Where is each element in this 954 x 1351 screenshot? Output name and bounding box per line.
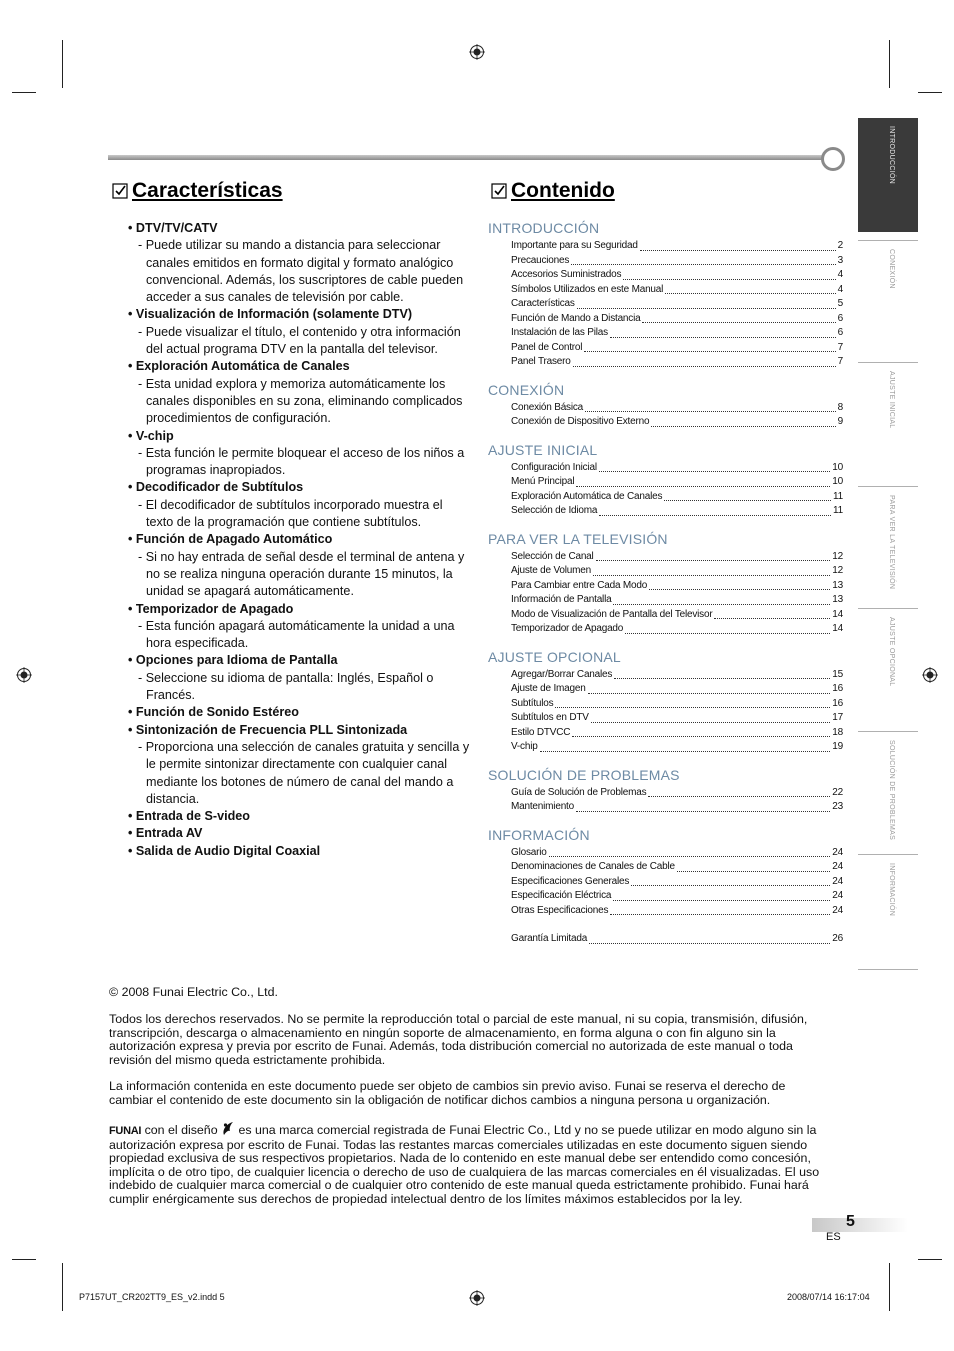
toc-entry[interactable]: Instalación de las Pilas 6 bbox=[511, 327, 843, 338]
toc-entry[interactable]: Configuración Inicial 10 bbox=[511, 461, 843, 473]
toc-entry[interactable]: Precauciones 3 bbox=[511, 254, 843, 266]
toc-entry[interactable]: Ajuste de Volumen 12 bbox=[511, 565, 843, 576]
list-item: • Decodificador de Subtítulos - El decodificador de subtítulos incorporado muestra el texto de la programación que contiene subtítulos. bbox=[128, 480, 443, 530]
language-code: ES bbox=[826, 1231, 841, 1243]
page-number: 5 bbox=[846, 1213, 855, 1230]
toc-entry[interactable]: Estilo DTVCC 18 bbox=[511, 726, 843, 738]
toc-group-title: AJUSTE INICIAL bbox=[488, 441, 598, 458]
toc-entry[interactable]: Accesorios Suministrados 4 bbox=[511, 269, 843, 280]
crop-mark bbox=[62, 1263, 63, 1311]
list-item: • Opciones para Idioma de Pantalla - Seleccione su idioma de pantalla: Inglés, Español o Francés. bbox=[128, 653, 434, 703]
header-rule bbox=[108, 155, 824, 160]
toc-entry[interactable]: Función de Mando a Distancia 6 bbox=[511, 312, 843, 324]
toc-entry[interactable]: Denominaciones de Canales de Cable 24 bbox=[511, 861, 843, 872]
footer-filename: P7157UT_CR202TT9_ES_v2.indd 5 bbox=[79, 1292, 225, 1302]
header-rule-circle bbox=[821, 147, 845, 171]
funai-design-icon bbox=[221, 1121, 235, 1137]
toc-entry[interactable]: Subtítulos 16 bbox=[511, 697, 843, 709]
list-item: • Sintonización de Frecuencia PLL Sintonizada - Proporciona una selección de canales gratuita y sencilla y le permite sintonizar directamente con cualquier canal mediante los botones de número de canal del mando a distancia. bbox=[128, 722, 470, 806]
list-item: • V-chip - Esta función le permite bloquear el acceso de los niños a programas inapropiados. bbox=[128, 428, 465, 478]
registration-mark-icon bbox=[469, 1290, 485, 1306]
checkbox-icon bbox=[491, 183, 507, 199]
toc-entry[interactable]: Menú Principal 10 bbox=[511, 476, 843, 487]
changes-paragraph: La información contenida en este documento puede ser objeto de cambios sin previo aviso. Funai se reserva el derecho de cambiar el contenido de este documento sin la obligación de notificar dichos cambios a ninguna persona u organización. bbox=[109, 1079, 786, 1107]
toc-entry[interactable]: Temporizador de Apagado 14 bbox=[511, 623, 843, 634]
toc-entry[interactable]: Mantenimiento 23 bbox=[511, 801, 843, 812]
toc-entry[interactable]: Importante para su Seguridad 2 bbox=[511, 240, 843, 251]
tab-conexion[interactable]: CONEXIÓN bbox=[858, 240, 918, 355]
list-item: • Entrada de S-video bbox=[128, 809, 250, 824]
toc-entry[interactable]: Características 5 bbox=[511, 298, 843, 309]
toc-entry[interactable]: Conexión Básica 8 bbox=[511, 401, 843, 413]
toc-group-title: CONEXIÓN bbox=[488, 381, 565, 398]
toc-entry[interactable]: Especificación Eléctrica 24 bbox=[511, 890, 843, 901]
trademark-paragraph bbox=[109, 1121, 829, 1207]
list-item: • Visualización de Información (solamente DTV) - Puede visualizar el título, el contenido y otra información del actual programa DTV en la pantalla del televisor. bbox=[128, 307, 461, 357]
tab-introduccion[interactable]: INTRODUCCIÓN bbox=[858, 118, 918, 232]
features-list bbox=[128, 220, 473, 860]
page-number-bar bbox=[812, 1218, 908, 1232]
toc-entry[interactable]: Agregar/Borrar Canales 15 bbox=[511, 668, 843, 680]
toc-entry[interactable]: Selección de Idioma 11 bbox=[511, 505, 843, 516]
crop-mark bbox=[889, 1263, 890, 1311]
funai-logo: FUNAI bbox=[109, 1125, 142, 1137]
toc-entry[interactable]: Ajuste de Imagen 16 bbox=[511, 683, 843, 694]
toc-entry[interactable]: Guía de Solución de Problemas 22 bbox=[511, 786, 843, 798]
tab-ajuste-inicial[interactable]: AJUSTE INICIAL bbox=[858, 362, 918, 477]
registration-mark-icon bbox=[16, 667, 32, 683]
footer-timestamp: 2008/07/14 16:17:04 bbox=[787, 1292, 870, 1302]
contents-title: Contenido bbox=[511, 179, 615, 202]
toc-entry[interactable]: Modo de Visualización de Pantalla del Televisor 14 bbox=[511, 608, 843, 620]
list-item: • Exploración Automática de Canales - Esta unidad explora y memoriza automáticamente los canales disponibles en su zona, eliminando complicados procedimientos de configuración. bbox=[128, 359, 463, 426]
list-item: • Entrada AV bbox=[128, 826, 203, 841]
crop-mark bbox=[889, 40, 890, 88]
toc-entry[interactable]: Para Cambiar entre Cada Modo 13 bbox=[511, 579, 843, 591]
toc-entry[interactable]: V-chip 19 bbox=[511, 741, 843, 752]
crop-mark bbox=[12, 92, 36, 93]
crop-mark bbox=[62, 40, 63, 88]
trademark-text-a: con el diseño bbox=[144, 1123, 218, 1137]
toc-group-title: PARA VER LA TELEVISIÓN bbox=[488, 530, 668, 547]
toc-entry[interactable]: Conexión de Dispositivo Externo 9 bbox=[511, 416, 843, 427]
toc-entry[interactable]: Glosario 24 bbox=[511, 846, 843, 858]
crop-mark bbox=[12, 1259, 36, 1260]
toc-group-title: INTRODUCCIÓN bbox=[488, 220, 600, 236]
trademark-text-b: es una marca comercial registrada de Funai Electric Co., Ltd y no se puede utilizar en modo alguno sin la autorización expresa por escrito de Funai. Todas las restantes marcas comerciales utilizadas en este documento siguen siendo propiedad exclusiva de sus respectivos propietarios. Nada de lo contenido en este manual debe ser entendido como concesión, implícita o de otro tipo, de cualquier licencia o derecho de uso de cualquiera de las marcas comerciales en él visualizadas. El uso indebido de cualquier marca comercial o de cualquier otro contenido de este manual queda estrictamente prohibido. Funai hará cumplir enérgicamente sus derechos de propiedad intelectual dentro de los límites máximos establecidos por la ley. bbox=[109, 1123, 820, 1206]
list-item: • Salida de Audio Digital Coaxial bbox=[128, 843, 321, 858]
rights-paragraph: Todos los derechos reservados. No se permite la reproducción total o parcial de este manual, ni su copia, transmisión, difusión, transcripción, descarga o almacenamiento en ningún soporte de almacenamiento, en forma alguna o con fin alguno sin la autorización expresa y previa por escrito de Funai. Además, toda distribución comercial no autorizada de este manual o toda revisión del mismo queda estrictamente prohibida. bbox=[109, 1012, 808, 1067]
crop-mark bbox=[918, 1259, 942, 1260]
crop-mark bbox=[918, 92, 942, 93]
toc-group-title: INFORMACIÓN bbox=[488, 826, 590, 843]
toc-entry[interactable]: Subtítulos en DTV 17 bbox=[511, 712, 843, 723]
list-item: • Función de Sonido Estéreo bbox=[128, 705, 299, 720]
list-item: • Función de Apagado Automático - Si no hay entrada de señal desde el terminal de antena y no se realiza ninguna operación durante 15 minutos, la unidad se apagará automáticamente. bbox=[128, 532, 465, 599]
checkbox-icon bbox=[112, 183, 128, 199]
toc-entry[interactable]: Exploración Automática de Canales 11 bbox=[511, 490, 843, 502]
toc-entry[interactable]: Panel Trasero 7 bbox=[511, 356, 843, 367]
features-title: Características bbox=[132, 179, 283, 202]
toc-entry[interactable]: Información de Pantalla 13 bbox=[511, 594, 843, 605]
table-of-contents bbox=[488, 220, 843, 947]
tab-informacion[interactable]: INFORMACIÓN bbox=[858, 854, 918, 970]
toc-group-title: AJUSTE OPCIONAL bbox=[488, 648, 621, 665]
toc-entry[interactable]: Selección de Canal 12 bbox=[511, 550, 843, 562]
toc-entry[interactable]: Garantía Limitada 26 bbox=[511, 933, 843, 944]
registration-mark-icon bbox=[922, 667, 938, 683]
tab-para-ver-la-television[interactable]: PARA VER LA TELEVISIÓN bbox=[858, 486, 918, 601]
contents-heading bbox=[491, 179, 615, 203]
toc-entry[interactable]: Símbolos Utilizados en este Manual 4 bbox=[511, 283, 843, 295]
copyright-notice: © 2008 Funai Electric Co., Ltd. bbox=[109, 985, 278, 999]
registration-mark-icon bbox=[469, 44, 485, 60]
toc-entry[interactable]: Panel de Control 7 bbox=[511, 341, 843, 353]
toc-entry[interactable]: Especificaciones Generales 24 bbox=[511, 875, 843, 887]
toc-group-title: SOLUCIÓN DE PROBLEMAS bbox=[488, 766, 680, 783]
list-item: • Temporizador de Apagado - Esta función apagará automáticamente la unidad a una hora especificada. bbox=[128, 601, 455, 651]
toc-entry[interactable]: Otras Especificaciones 24 bbox=[511, 904, 843, 916]
tab-solucion-de-problemas[interactable]: SOLUCIÓN DE PROBLEMAS bbox=[858, 731, 918, 846]
list-item: • DTV/TV/CATV - Puede utilizar su mando a distancia para seleccionar canales emitidos en formato digital y formato analógico convencional. Además, los suscriptores de cable pueden acceder a sus canales de televisión por cable. bbox=[128, 221, 464, 305]
tab-ajuste-opcional[interactable]: AJUSTE OPCIONAL bbox=[858, 608, 918, 723]
features-heading bbox=[112, 179, 283, 203]
